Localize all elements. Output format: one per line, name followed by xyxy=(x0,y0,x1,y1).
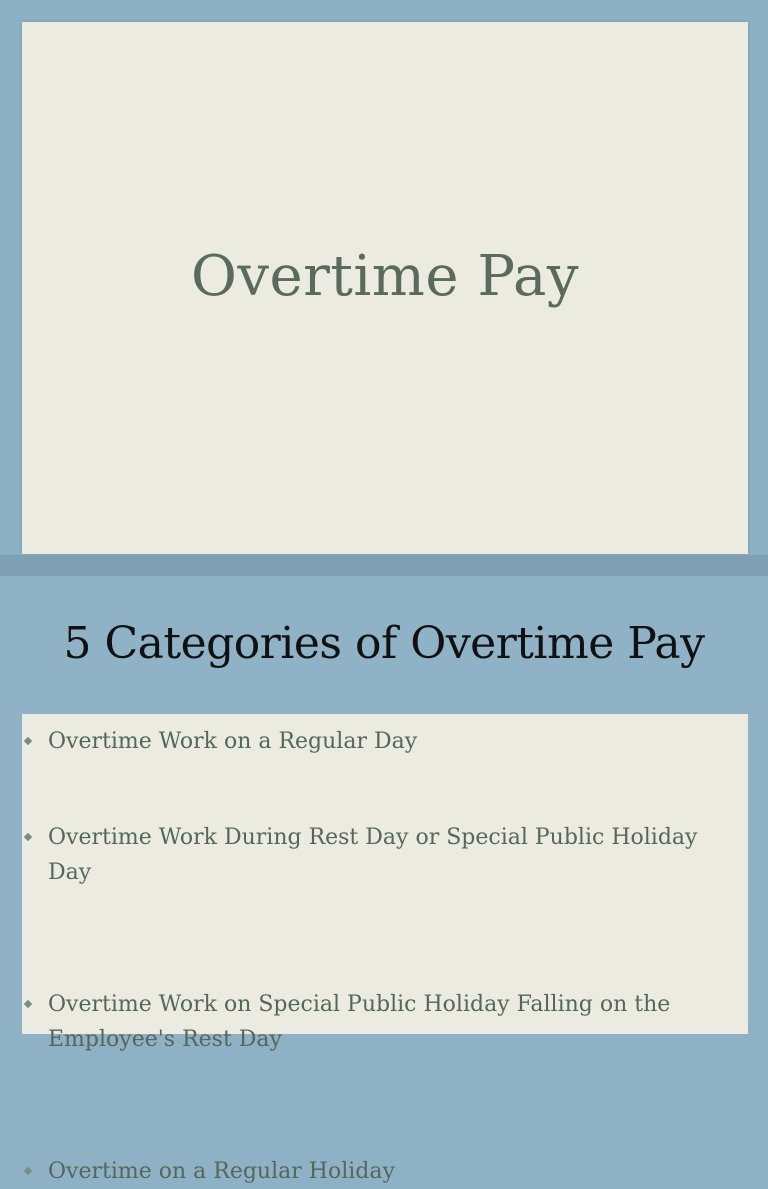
slide-heading: 5 Categories of Overtime Pay xyxy=(63,618,705,669)
diamond-bullet-icon xyxy=(24,1000,32,1008)
slide-2-paper xyxy=(22,714,748,1184)
slide-title: Overtime Pay xyxy=(190,244,580,309)
list-item-text: Overtime Work During Rest Day or Special Public Holiday Day xyxy=(48,825,698,885)
list-item-text: Overtime Work on Special Public Holiday Falling on the Employee's Rest Day xyxy=(48,992,671,1052)
list-item xyxy=(22,724,748,759)
slide-2 xyxy=(0,576,768,1184)
diamond-bullet-icon xyxy=(24,1167,32,1175)
diamond-bullet-icon xyxy=(24,833,32,841)
slide-1 xyxy=(0,0,768,576)
list-item-text: Overtime Work on a Regular Day xyxy=(48,729,418,754)
list-item-text: Overtime on a Regular Holiday xyxy=(48,1159,395,1184)
list-item xyxy=(22,987,748,1057)
bullet-list xyxy=(22,714,748,1184)
slide-divider xyxy=(0,555,768,576)
slide-1-paper xyxy=(22,22,748,554)
list-item xyxy=(22,1154,748,1189)
diamond-bullet-icon xyxy=(24,737,32,745)
list-item xyxy=(22,820,748,890)
